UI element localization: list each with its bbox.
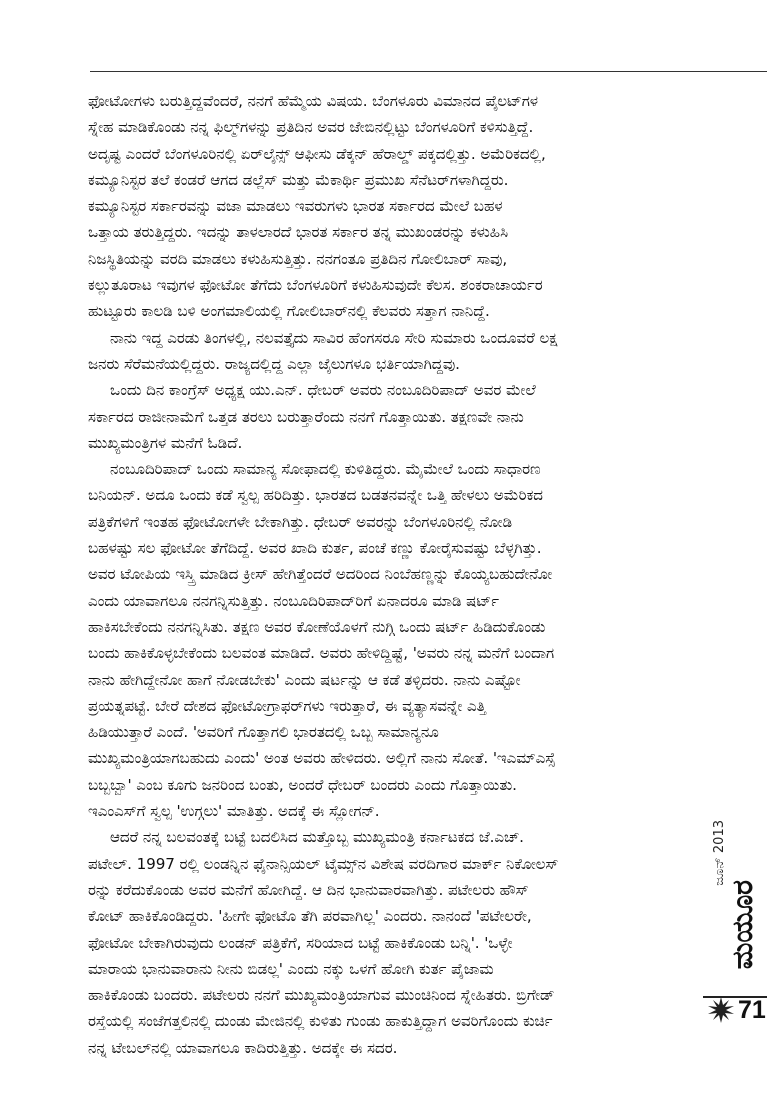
- article-line: ರನ್ನು ಕರೆದುಕೊಂಡು ಅವರ ಮನೆಗೆ ಹೋಗಿದ್ದೆ. ಆ ದಿನ ಭಾನುವಾರವಾಗಿತ್ತು. ಪಟೇಲರು ಹೌಸ್: [88, 880, 529, 899]
- article-line: ನಂಬೂದಿರಿಪಾದ್ ಒಂದು ಸಾಮಾನ್ಯ ಸೋಫಾದಲ್ಲಿ ಕುಳಿತಿದ್ದರು. ಮೈಮೇಲೆ ಒಂದು ಸಾಧಾರಣ: [110, 460, 541, 479]
- article-line: ಅದೃಷ್ಟ ಎಂದರೆ ಬೆಂಗಳೂರಿನಲ್ಲಿ ಏರ್‌ಲೈನ್ಸ್ ಆಫೀಸು ಡೆಕ್ಕನ್ ಹೆರಾಲ್ಡ್ ಪಕ್ಕದಲ್ಲಿತ್ತು. ಅಮೆರಿಕದಲ್ಲಿ,: [88, 144, 546, 163]
- article-line: ಮುಖ್ಯಮಂತ್ರಿಗಳ ಮನೆಗೆ ಓಡಿದೆ.: [88, 433, 243, 452]
- article-line: ಎಂದು ಯಾವಾಗಲೂ ನನಗನ್ನಿಸುತ್ತಿತ್ತು. ನಂಬೂದಿರಿಪಾದ್‌ರಿಗೆ ಏನಾದರೂ ಮಾಡಿ ಷರ್ಟ್: [88, 591, 500, 610]
- top-rule: [90, 71, 767, 72]
- article-line: ನನ್ನ ಟೇಬಲ್‌ನಲ್ಲಿ ಯಾವಾಗಲೂ ಕಾದಿರುತ್ತಿತ್ತು. ಅದಕ್ಕೇ ಈ ಸದರ.: [88, 1038, 398, 1057]
- article-line: ಸರ್ಕಾರದ ರಾಜೀನಾಮೆಗೆ ಒತ್ತಡ ತರಲು ಬರುತ್ತಾರೆಂದು ನನಗೆ ಗೊತ್ತಾಯಿತು. ತಕ್ಷಣವೇ ನಾನು: [88, 407, 524, 426]
- magazine-logo: ಮಯೂರ: [726, 880, 759, 970]
- article-line: ಬನಿಯನ್. ಅದೂ ಒಂದು ಕಡೆ ಸ್ವಲ್ಪ ಹರಿದಿತ್ತು. ಭಾರತದ ಬಡತನವನ್ನೇ ಒತ್ತಿ ಹೇಳಲು ಅಮೆರಿಕದ: [88, 486, 544, 505]
- article-line: ಹುಟ್ಟೂರು ಕಾಲಡಿ ಬಳಿ ಅಂಗಮಾಲಿಯಲ್ಲಿ ಗೋಲಿಬಾರ್‌ನಲ್ಲಿ ಕೆಲವರು ಸತ್ತಾಗ ನಾನಿದ್ದೆ.: [88, 302, 490, 321]
- article-line: ಅವರ ಟೋಪಿಯ ಇಸ್ತ್ರಿ ಮಾಡಿದ ಕ್ರೀಸ್ ಹೇಗಿತ್ತೆಂದರೆ ಅದರಿಂದ ನಿಂಬೆಹಣ್ಣನ್ನು ಕೊಯ್ಯಬಹುದೇನೋ: [88, 565, 553, 584]
- article-line: ಜನರು ಸೆರೆಮನೆಯಲ್ಲಿದ್ದರು. ರಾಜ್ಯದಲ್ಲಿದ್ದ ಎಲ್ಲಾ ಜೈಲುಗಳೂ ಭರ್ತಿಯಾಗಿದ್ದವು.: [88, 354, 460, 373]
- article-line: ಇಎಂಎಸ್‌ಗೆ ಸ್ವಲ್ಪ 'ಉಗ್ಗಲು' ಮಾತಿತ್ತು. ಅದಕ್ಕೆ ಈ ಸ್ಲೋಗನ್.: [88, 802, 380, 821]
- article-line: ಪಟೇಲ್. 1997 ರಲ್ಲಿ ಲಂಡನ್ನಿನ ಫೈನಾನ್ಸಿಯಲ್ ಟೈಮ್ಸ್‌ನ ವಿಶೇಷ ವರದಿಗಾರ ಮಾರ್ಕ್ ನಿಕೋಲಸ್: [88, 854, 559, 873]
- article-line: ಹಾಕಿಸಬೇಕೆಂದು ನನಗನ್ನಿಸಿತು. ತಕ್ಷಣ ಅವರ ಕೋಣೆಯೊಳಗೆ ನುಗ್ಗಿ ಒಂದು ಷರ್ಟ್ ಹಿಡಿದುಕೊಂಡು: [88, 617, 546, 636]
- article-line: ಹಿಡಿಯುತ್ತಾರೆ ಎಂದೆ. 'ಅವರಿಗೆ ಗೊತ್ತಾಗಲಿ ಭಾರತದಲ್ಲಿ ಒಬ್ಬ ಸಾಮಾನ್ಯನೂ: [88, 723, 439, 742]
- article-line: ಕಮ್ಯೂನಿಸ್ಟರ ತಲೆ ಕಂಡರೆ ಆಗದ ಡಲ್ಲೆಸ್ ಮತ್ತು ಮೆಕಾರ್ಥಿ ಪ್ರಮುಖ ಸೆನೆಟರ್‌ಗಳಾಗಿದ್ದರು.: [88, 170, 509, 189]
- article-line: ಬಹಳಷ್ಟು ಸಲ ಫೋಟೋ ತೆಗೆದಿದ್ದೆ. ಅವರ ಖಾದಿ ಕುರ್ತ, ಪಂಚೆ ಕಣ್ಣು ಕೋರೈಸುವಷ್ಟು ಬೆಳ್ಳಗಿತ್ತು.: [88, 539, 542, 558]
- article-line: ಒಂದು ದಿನ ಕಾಂಗ್ರೆಸ್ ಅಧ್ಯಕ್ಷ ಯು.ಎನ್. ಧೇಬರ್ ಅವರು ನಂಬೂದಿರಿಪಾದ್ ಅವರ ಮೇಲೆ: [110, 381, 536, 400]
- article-line: ಬಬ್ಬಬ್ಬಾ' ಎಂಬ ಕೂಗು ಜನರಿಂದ ಬಂತು, ಅಂದರೆ ಧೇಬರ್ ಬಂದರು ಎಂದು ಗೊತ್ತಾಯಿತು.: [88, 775, 517, 794]
- article-line: ನಾನು ಇದ್ದ ಎರಡು ತಿಂಗಳಲ್ಲಿ, ನಲವತ್ತೈದು ಸಾವಿರ ಹೆಂಗಸರೂ ಸೇರಿ ಸುಮಾರು ಒಂದೂವರೆ ಲಕ್ಷ: [110, 328, 558, 347]
- article-body: [88, 88, 700, 1061]
- article-line: ಫೋಟೋ ಬೇಕಾಗಿರುವುದು ಲಂಡನ್ ಪತ್ರಿಕೆಗೆ, ಸರಿಯಾದ ಬಟ್ಟೆ ಹಾಕಿಕೊಂಡು ಬನ್ನಿ'. 'ಒಳ್ಳೇ: [88, 933, 513, 952]
- article-line: ನಿಜಸ್ಥಿತಿಯನ್ನು ವರದಿ ಮಾಡಲು ಕಳುಹಿಸುತ್ತಿತ್ತು. ನನಗಂತೂ ಪ್ರತಿದಿನ ಗೋಲಿಬಾರ್ ಸಾವು,: [88, 249, 508, 268]
- article-line: ಕಲ್ಲುತೂರಾಟ ಇವುಗಳ ಫೋಟೋ ತೆಗೆದು ಬೆಂಗಳೂರಿಗೆ ಕಳುಹಿಸುವುದೇ ಕೆಲಸ. ಶಂಕರಾಚಾರ್ಯರ: [88, 276, 543, 295]
- article-line: ಬಂದು ಹಾಕಿಕೊಳ್ಳಬೇಕೆಂದು ಬಲವಂತ ಮಾಡಿದೆ. ಅವರು ಹೇಳಿದ್ದಿಷ್ಟೆ, 'ಅವರು ನನ್ನ ಮನೆಗೆ ಬಂದಾಗ: [88, 644, 555, 663]
- issue-month-label: ಜೂನ್ 2013: [712, 820, 727, 886]
- article-line: ರಸ್ತೆಯಲ್ಲಿ ಸಂಜೆಗತ್ತಲಿನಲ್ಲಿ ದುಂಡು ಮೇಜಿನಲ್ಲಿ ಕುಳಿತು ಗುಂಡು ಹಾಕುತ್ತಿದ್ದಾಗ ಅವರಿಗೊಂದು ಕುರ್ಚಿ: [88, 1012, 553, 1031]
- article-line: ಮುಖ್ಯಮಂತ್ರಿಯಾಗಬಹುದು ಎಂದು' ಅಂತ ಅವರು ಹೇಳಿದರು. ಅಲ್ಲಿಗೆ ನಾನು ಸೋತೆ. 'ಇಎಮ್‌ಎಸ್ಸೆ: [88, 749, 556, 768]
- article-line: ಆದರೆ ನನ್ನ ಬಲವಂತಕ್ಕೆ ಬಟ್ಟೆ ಬದಲಿಸಿದ ಮತ್ತೊಬ್ಬ ಮುಖ್ಯಮಂತ್ರಿ ಕರ್ನಾಟಕದ ಜೆ.ಎಚ್.: [110, 828, 524, 847]
- article-line: ಪತ್ರಿಕೆಗಳಿಗೆ ಇಂತಹ ಫೋಟೋಗಳೇ ಬೇಕಾಗಿತ್ತು. ಧೇಬರ್ ಅವರನ್ನು ಬೆಂಗಳೂರಿನಲ್ಲಿ ನೋಡಿ: [88, 512, 513, 531]
- article-line: ಕೋಟ್ ಹಾಕಿಕೊಂಡಿದ್ದರು. 'ಹೀಗೇ ಫೋಟೊ ತೆಗಿ ಪರವಾಗಿಲ್ಲ' ಎಂದರು. ನಾನಂದೆ 'ಪಟೇಲರೇ,: [88, 907, 532, 926]
- article-line: ಸ್ನೇಹ ಮಾಡಿಕೊಂಡು ನನ್ನ ಫಿಲ್ಮ್‌ಗಳನ್ನು ಪ್ರತಿದಿನ ಅವರ ಜೇಬಿನಲ್ಲಿಟ್ಟು ಬೆಂಗಳೂರಿಗೆ ಕಳಿಸುತ್ತಿದ್ದೆ.: [88, 118, 534, 137]
- article-line: ಒತ್ತಾಯ ತರುತ್ತಿದ್ದರು. ಇದನ್ನು ತಾಳಲಾರದೆ ಭಾರತ ಸರ್ಕಾರ ತನ್ನ ಮುಖಂಡರನ್ನು ಕಳುಹಿಸಿ: [88, 223, 509, 242]
- article-line: ಫೋಟೋಗಳು ಬರುತ್ತಿದ್ದವೆಂದರೆ, ನನಗೆ ಹೆಮ್ಮೆಯ ವಿಷಯ. ಬೆಂಗಳೂರು ವಿಮಾನದ ಪೈಲಟ್‌ಗಳ: [88, 92, 539, 110]
- article-line: ನಾನು ಹೇಗಿದ್ದೇನೋ ಹಾಗೆ ನೋಡಬೇಕು' ಎಂದು ಷರ್ಟನ್ನು ಆ ಕಡೆ ತಳ್ಳಿದರು. ನಾನು ಎಷ್ಟೋ: [88, 670, 521, 689]
- page-number: 71: [738, 996, 766, 1024]
- article-line: ಹಾಕಿಕೊಂಡು ಬಂದರು. ಪಟೇಲರು ನನಗೆ ಮುಖ್ಯಮಂತ್ರಿಯಾಗುವ ಮುಂಚಿನಿಂದ ಸ್ನೇಹಿತರು. ಬ್ರಿಗೇಡ್: [88, 986, 555, 1005]
- article-line: ಕಮ್ಯೂನಿಸ್ಟರ ಸರ್ಕಾರವನ್ನು ವಜಾ ಮಾಡಲು ಇವರುಗಳು ಭಾರತ ಸರ್ಕಾರದ ಮೇಲೆ ಬಹಳ: [88, 197, 503, 216]
- star-burst-icon: [708, 997, 734, 1023]
- article-line: ಪ್ರಯತ್ನಪಟ್ಟೆ. ಬೇರೆ ದೇಶದ ಫೋಟೋಗ್ರಾಫರ್‌ಗಳು ಇರುತ್ತಾರೆ, ಈ ವ್ಯತ್ಯಾಸವನ್ನೇ ಎತ್ತಿ: [88, 696, 486, 715]
- article-line: ಮಾರಾಯ ಭಾನುವಾರಾನು ನೀನು ಬಿಡಲ್ಲ' ಎಂದು ನಕ್ಕು ಒಳಗೆ ಹೋಗಿ ಕುರ್ತ ಪೈಜಾಮ: [88, 959, 494, 978]
